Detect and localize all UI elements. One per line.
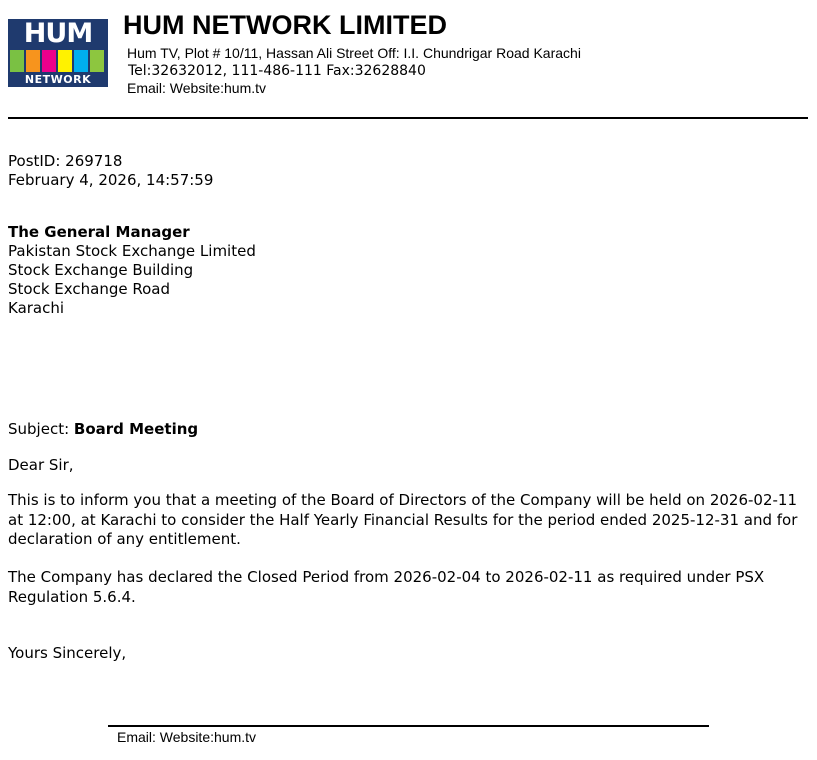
recipient-line: Stock Exchange Building xyxy=(8,261,194,279)
company-email: Email: Website:hum.tv xyxy=(127,80,267,96)
salutation: Dear Sir, xyxy=(8,456,74,474)
logo-tile xyxy=(26,50,40,72)
footer-divider xyxy=(108,725,709,727)
footer-email: Email: Website:hum.tv xyxy=(117,729,257,745)
recipient-title: The General Manager xyxy=(8,223,190,241)
body-paragraph: This is to inform you that a meeting of the Board of Directors of the Company will be held on 2026-02-11 at 12:00, at Karachi to consider the Half Yearly Financial Results for the period ended 2025-12-31 and for declaration of any entitlement. xyxy=(8,491,798,548)
logo-color-tiles xyxy=(10,50,106,72)
subject-line xyxy=(8,420,198,439)
header-divider xyxy=(8,117,808,119)
logo-tile xyxy=(90,50,104,72)
post-id: PostID: 269718 xyxy=(8,152,123,170)
logo-bottom-text: NETWORK xyxy=(24,73,92,86)
company-logo xyxy=(8,19,108,87)
company-phone: Tel:32632012, 111-486-111 Fax:32628840 xyxy=(128,63,426,79)
logo-tile xyxy=(58,50,72,72)
logo-tile xyxy=(10,50,24,72)
logo-tile xyxy=(74,50,88,72)
logo-top-text: HUM xyxy=(23,18,93,49)
subject-text: Board Meeting xyxy=(73,420,199,438)
recipient-line: Stock Exchange Road xyxy=(8,280,170,298)
logo-tile xyxy=(42,50,56,72)
post-datetime: February 4, 2026, 14:57:59 xyxy=(8,171,214,189)
subject-label: Subject: xyxy=(8,420,74,438)
recipient-line: Pakistan Stock Exchange Limited xyxy=(8,242,256,260)
recipient-line: Karachi xyxy=(8,299,65,317)
company-name: HUM NETWORK LIMITED xyxy=(123,10,447,40)
body-paragraph: The Company has declared the Closed Period from 2026-02-04 to 2026-02-11 as required under PSX Regulation 5.6.4. xyxy=(8,568,765,606)
closing: Yours Sincerely, xyxy=(8,644,127,662)
company-address: Hum TV, Plot # 10/11, Hassan Ali Street Off: I.I. Chundrigar Road Karachi xyxy=(127,45,581,61)
